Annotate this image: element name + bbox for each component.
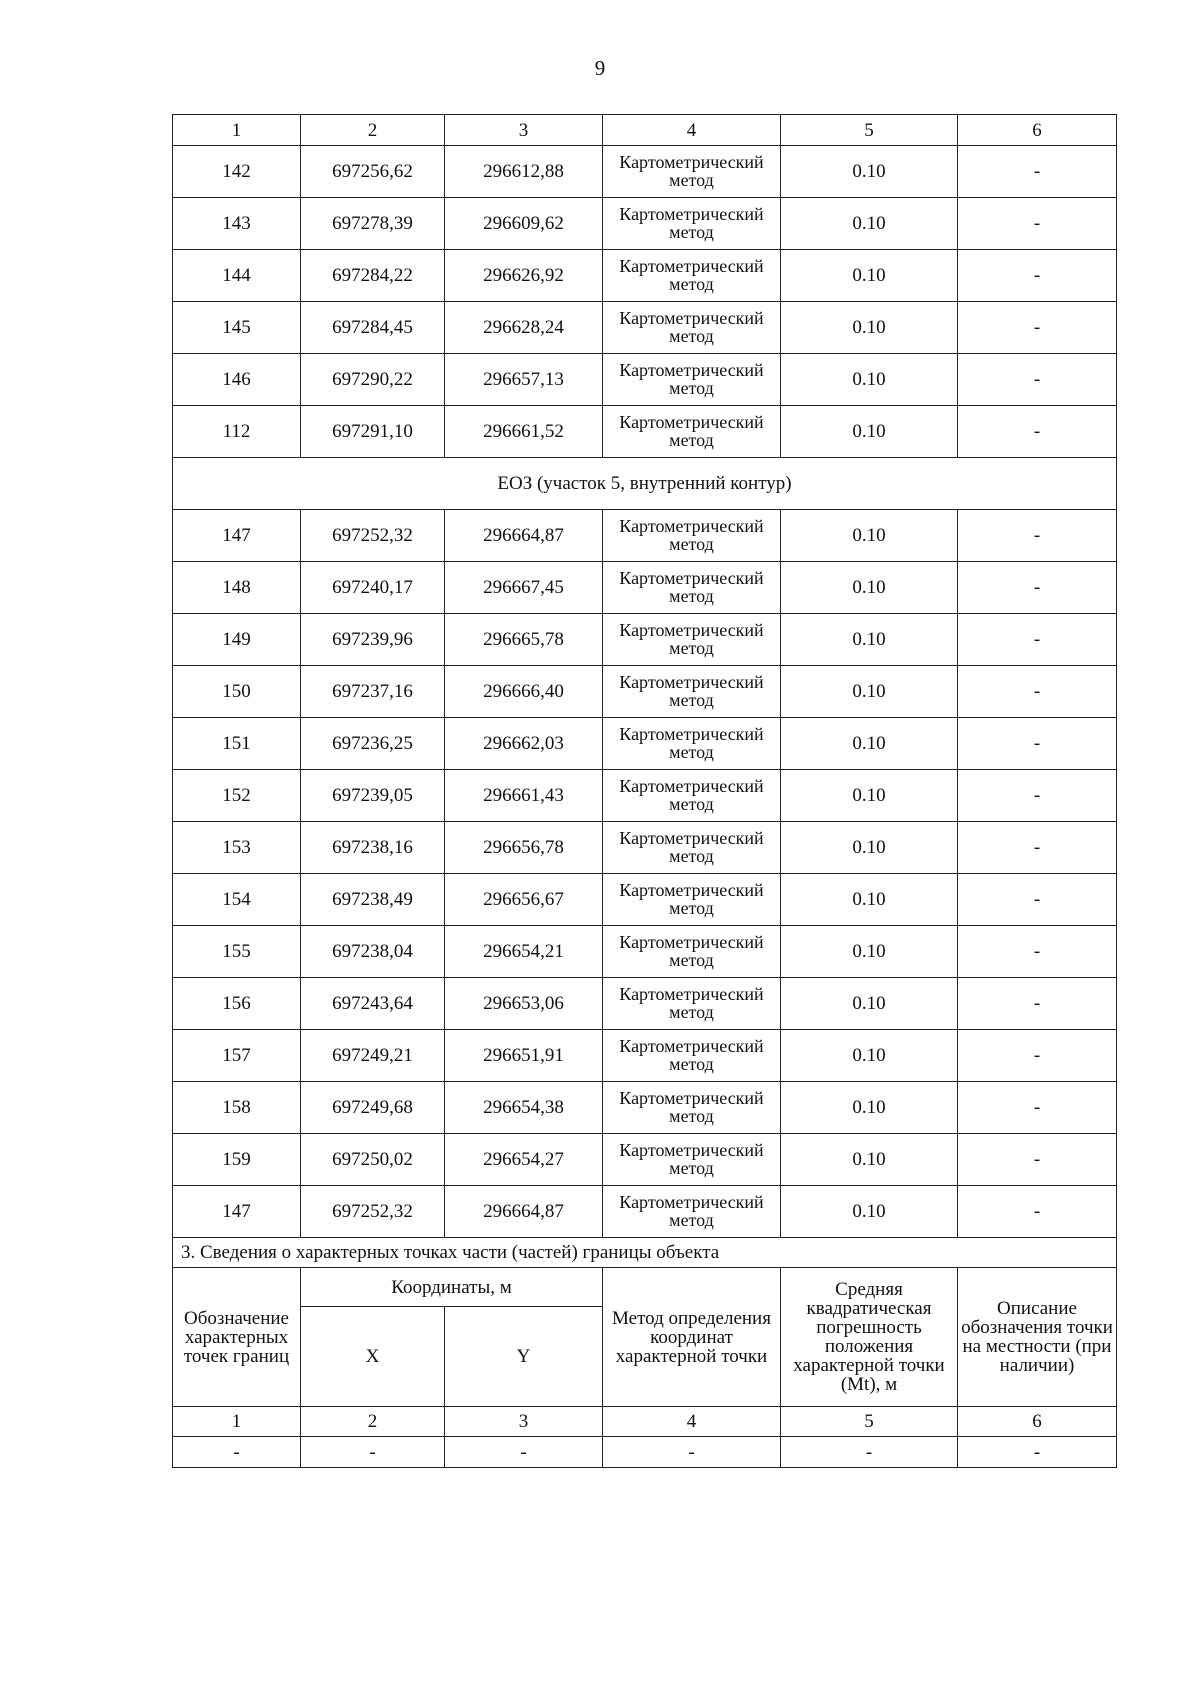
- description-cell: -: [958, 406, 1117, 458]
- method-cell: Картометрический метод: [603, 614, 781, 666]
- table-row: [173, 822, 1117, 874]
- method-cell: Картометрический метод: [603, 1134, 781, 1186]
- method-cell: Картометрический метод: [603, 302, 781, 354]
- x-coordinate-cell: 697290,22: [301, 354, 445, 406]
- mt-error-cell: 0.10: [781, 1030, 958, 1082]
- table-row: [173, 250, 1117, 302]
- method-cell: Картометрический метод: [603, 1082, 781, 1134]
- description-cell: -: [958, 1030, 1117, 1082]
- y-coordinate-cell: 296654,27: [445, 1134, 603, 1186]
- part3-empty-row: [173, 1437, 1117, 1468]
- x-coordinate-cell: 697249,68: [301, 1082, 445, 1134]
- point-cell: 153: [173, 822, 301, 874]
- x-coordinate-cell: 697291,10: [301, 406, 445, 458]
- table-row: [173, 1030, 1117, 1082]
- x-coordinate-cell: 697249,21: [301, 1030, 445, 1082]
- method-cell: Картометрический метод: [603, 354, 781, 406]
- table-row: [173, 874, 1117, 926]
- point-cell: 144: [173, 250, 301, 302]
- table-row: [173, 926, 1117, 978]
- description-cell: -: [958, 666, 1117, 718]
- x-coordinate-cell: 697243,64: [301, 978, 445, 1030]
- table-row: [173, 770, 1117, 822]
- point-cell: 143: [173, 198, 301, 250]
- column-number-cell: 2: [301, 1407, 445, 1437]
- mt-error-cell: 0.10: [781, 874, 958, 926]
- y-coordinate-cell: 296664,87: [445, 510, 603, 562]
- x-coordinate-cell: 697238,16: [301, 822, 445, 874]
- method-cell: Картометрический метод: [603, 562, 781, 614]
- x-coordinate-cell: 697238,49: [301, 874, 445, 926]
- y-coordinate-cell: 296666,40: [445, 666, 603, 718]
- y-coordinate-cell: 296661,43: [445, 770, 603, 822]
- description-cell: -: [958, 926, 1117, 978]
- y-coordinate-cell: 296662,03: [445, 718, 603, 770]
- y-coordinate-cell: 296609,62: [445, 198, 603, 250]
- column-number-cell: 1: [173, 115, 301, 146]
- mt-error-cell: 0.10: [781, 978, 958, 1030]
- method-cell: Картометрический метод: [603, 406, 781, 458]
- description-cell: -: [958, 198, 1117, 250]
- point-cell: 112: [173, 406, 301, 458]
- y-coordinate-cell: 296657,13: [445, 354, 603, 406]
- y-coordinate-cell: 296612,88: [445, 146, 603, 198]
- empty-cell: -: [603, 1437, 781, 1468]
- point-cell: 152: [173, 770, 301, 822]
- table-row: [173, 354, 1117, 406]
- y-coordinate-cell: 296654,21: [445, 926, 603, 978]
- mt-error-cell: 0.10: [781, 1186, 958, 1238]
- description-cell: -: [958, 614, 1117, 666]
- mt-error-cell: 0.10: [781, 146, 958, 198]
- section-title: ЕОЗ (участок 5, внутренний контур): [173, 458, 1117, 510]
- column-number-cell: 4: [603, 115, 781, 146]
- column-number-cell: 3: [445, 115, 603, 146]
- y-coordinate-cell: 296665,78: [445, 614, 603, 666]
- column-number-cell: 5: [781, 1407, 958, 1437]
- x-header: X: [301, 1307, 445, 1407]
- point-cell: 147: [173, 1186, 301, 1238]
- method-cell: Картометрический метод: [603, 1030, 781, 1082]
- point-cell: 156: [173, 978, 301, 1030]
- y-coordinate-cell: 296628,24: [445, 302, 603, 354]
- column-number-cell: 5: [781, 115, 958, 146]
- method-cell: Картометрический метод: [603, 510, 781, 562]
- point-cell: 145: [173, 302, 301, 354]
- part3-title-row: [173, 1238, 1117, 1268]
- mt-error-cell: 0.10: [781, 718, 958, 770]
- point-cell: 154: [173, 874, 301, 926]
- point-cell: 159: [173, 1134, 301, 1186]
- empty-cell: -: [781, 1437, 958, 1468]
- y-coordinate-cell: 296667,45: [445, 562, 603, 614]
- description-cell: -: [958, 874, 1117, 926]
- mt-error-cell: 0.10: [781, 770, 958, 822]
- mt-error-cell: 0.10: [781, 302, 958, 354]
- y-coordinate-cell: 296656,78: [445, 822, 603, 874]
- description-cell: -: [958, 146, 1117, 198]
- mt-error-cell: 0.10: [781, 666, 958, 718]
- table-row: [173, 406, 1117, 458]
- x-coordinate-cell: 697284,45: [301, 302, 445, 354]
- method-cell: Картометрический метод: [603, 822, 781, 874]
- column-number-row: [173, 115, 1117, 146]
- mt-error-cell: 0.10: [781, 614, 958, 666]
- x-coordinate-cell: 697250,02: [301, 1134, 445, 1186]
- method-header: Метод определения координат характерной точки: [603, 1268, 781, 1407]
- mt-error-cell: 0.10: [781, 562, 958, 614]
- y-coordinate-cell: 296656,67: [445, 874, 603, 926]
- table-row: [173, 978, 1117, 1030]
- description-cell: -: [958, 1082, 1117, 1134]
- point-cell: 147: [173, 510, 301, 562]
- y-coordinate-cell: 296651,91: [445, 1030, 603, 1082]
- method-cell: Картометрический метод: [603, 874, 781, 926]
- y-coordinate-cell: 296653,06: [445, 978, 603, 1030]
- description-cell: -: [958, 354, 1117, 406]
- empty-cell: -: [301, 1437, 445, 1468]
- method-cell: Картометрический метод: [603, 978, 781, 1030]
- y-coordinate-cell: 296661,52: [445, 406, 603, 458]
- table-row: [173, 1134, 1117, 1186]
- method-cell: Картометрический метод: [603, 666, 781, 718]
- mt-error-cell: 0.10: [781, 354, 958, 406]
- table-row: [173, 302, 1117, 354]
- description-cell: -: [958, 978, 1117, 1030]
- part3-header-row-top: [173, 1268, 1117, 1307]
- x-coordinate-cell: 697236,25: [301, 718, 445, 770]
- table-row: [173, 666, 1117, 718]
- description-header: Описание обозначения точки на местности (при наличии): [958, 1268, 1117, 1407]
- mt-error-cell: 0.10: [781, 926, 958, 978]
- x-coordinate-cell: 697239,96: [301, 614, 445, 666]
- mt-error-cell: 0.10: [781, 822, 958, 874]
- method-cell: Картометрический метод: [603, 250, 781, 302]
- x-coordinate-cell: 697240,17: [301, 562, 445, 614]
- method-cell: Картометрический метод: [603, 926, 781, 978]
- mt-error-cell: 0.10: [781, 198, 958, 250]
- column-number-cell: 6: [958, 1407, 1117, 1437]
- description-cell: -: [958, 770, 1117, 822]
- x-coordinate-cell: 697256,62: [301, 146, 445, 198]
- method-cell: Картометрический метод: [603, 146, 781, 198]
- point-cell: 150: [173, 666, 301, 718]
- mt-error-cell: 0.10: [781, 1082, 958, 1134]
- page-number: 9: [594, 56, 606, 80]
- table-row: [173, 1186, 1117, 1238]
- x-coordinate-cell: 697284,22: [301, 250, 445, 302]
- column-number-cell: 6: [958, 115, 1117, 146]
- empty-cell: -: [445, 1437, 603, 1468]
- x-coordinate-cell: 697238,04: [301, 926, 445, 978]
- x-coordinate-cell: 697252,32: [301, 510, 445, 562]
- mt-error-cell: 0.10: [781, 510, 958, 562]
- method-cell: Картометрический метод: [603, 718, 781, 770]
- column-number-cell: 2: [301, 115, 445, 146]
- x-coordinate-cell: 697278,39: [301, 198, 445, 250]
- point-cell: 142: [173, 146, 301, 198]
- coordinates-header: Координаты, м: [301, 1268, 603, 1307]
- description-cell: -: [958, 1134, 1117, 1186]
- point-cell: 151: [173, 718, 301, 770]
- mt-error-cell: 0.10: [781, 250, 958, 302]
- point-cell: 157: [173, 1030, 301, 1082]
- mt-error-cell: 0.10: [781, 406, 958, 458]
- section-header-row: [173, 458, 1117, 510]
- table-row: [173, 1082, 1117, 1134]
- method-cell: Картометрический метод: [603, 1186, 781, 1238]
- column-number-cell: 3: [445, 1407, 603, 1437]
- x-coordinate-cell: 697239,05: [301, 770, 445, 822]
- empty-cell: -: [173, 1437, 301, 1468]
- point-designation-header: Обозначение характерных точек границ: [173, 1268, 301, 1407]
- description-cell: -: [958, 718, 1117, 770]
- method-cell: Картометрический метод: [603, 198, 781, 250]
- point-cell: 149: [173, 614, 301, 666]
- coordinates-table: [172, 114, 1117, 1468]
- part3-column-number-row: [173, 1407, 1117, 1437]
- table-row: [173, 198, 1117, 250]
- y-header: Y: [445, 1307, 603, 1407]
- description-cell: -: [958, 302, 1117, 354]
- description-cell: -: [958, 822, 1117, 874]
- mt-error-cell: 0.10: [781, 1134, 958, 1186]
- method-cell: Картометрический метод: [603, 770, 781, 822]
- point-cell: 158: [173, 1082, 301, 1134]
- part3-title: 3. Сведения о характерных точках части (частей) границы объекта: [173, 1238, 1117, 1268]
- mt-error-header: Средняя квадратическая погрешность положения характерной точки (Mt), м: [781, 1268, 958, 1407]
- y-coordinate-cell: 296664,87: [445, 1186, 603, 1238]
- table-row: [173, 510, 1117, 562]
- point-cell: 148: [173, 562, 301, 614]
- x-coordinate-cell: 697237,16: [301, 666, 445, 718]
- point-cell: 146: [173, 354, 301, 406]
- table-row: [173, 562, 1117, 614]
- empty-cell: -: [958, 1437, 1117, 1468]
- column-number-cell: 4: [603, 1407, 781, 1437]
- y-coordinate-cell: 296654,38: [445, 1082, 603, 1134]
- y-coordinate-cell: 296626,92: [445, 250, 603, 302]
- table-row: [173, 614, 1117, 666]
- column-number-cell: 1: [173, 1407, 301, 1437]
- description-cell: -: [958, 562, 1117, 614]
- point-cell: 155: [173, 926, 301, 978]
- x-coordinate-cell: 697252,32: [301, 1186, 445, 1238]
- table-row: [173, 718, 1117, 770]
- description-cell: -: [958, 250, 1117, 302]
- description-cell: -: [958, 510, 1117, 562]
- table-row: [173, 146, 1117, 198]
- description-cell: -: [958, 1186, 1117, 1238]
